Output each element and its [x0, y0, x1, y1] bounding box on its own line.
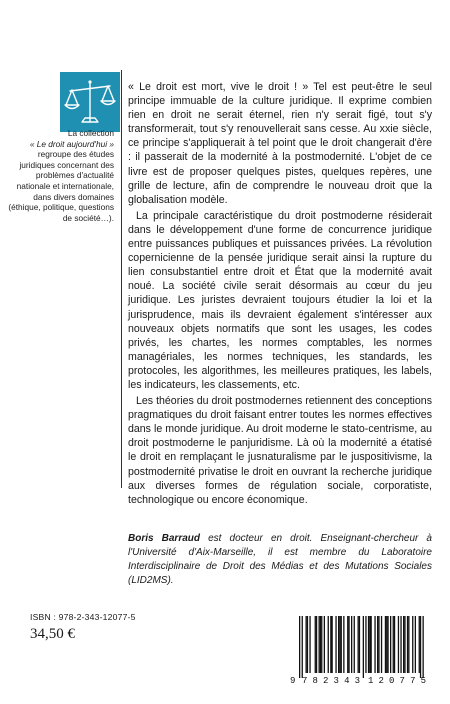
barcode-bar — [348, 616, 349, 673]
barcode-bar — [390, 616, 391, 673]
barcode-bar — [306, 616, 307, 673]
barcode-bar — [400, 616, 401, 673]
paragraph-intro: « Le droit est mort, vive le droit ! » Tel est peut-être le seul principe immuable de la culture juridique. Il exprime combien rien en droit ne serait éternel, rien n'y serait figé, tout s'y transformerait, tout s'y renouvellerait sans cesse. Au xxie siècle, ce principe s'appliquerait à tel point que le droit changerait d'ère : il passerait de la modernité à la postmodernité. L'objet de ce livre est de proposer quelques pistes, quelques repères, une grille de lecture, afin de comprendre le nouveau droit que la globalisation modèle. — [128, 81, 432, 206]
barcode-bar — [419, 616, 420, 673]
barcode-bar — [335, 616, 336, 673]
barcode-bar — [394, 616, 395, 673]
collection-description — [8, 128, 114, 223]
barcode-bar — [351, 616, 352, 673]
isbn-label: ISBN : 978-2-343-12077-5 — [30, 612, 136, 622]
barcode-bars — [299, 616, 424, 678]
barcode-bar — [420, 616, 421, 678]
barcode-bar — [387, 616, 388, 673]
barcode-bar — [408, 616, 409, 673]
barcode-bar — [347, 616, 348, 673]
barcode-bar — [319, 616, 320, 673]
barcode-bar — [363, 616, 364, 678]
barcode-bar — [398, 616, 399, 673]
barcode-bar — [381, 616, 382, 673]
collection-title: « Le droit aujourd'hui » — [29, 138, 114, 149]
barcode-digit-first: 9 — [290, 676, 296, 686]
barcode-bar — [299, 616, 300, 678]
collection-intro: La collection — [67, 128, 114, 138]
paragraph-characteristics: La principale caractéristique du droit postmoderne résiderait dans le développement d'une forme de concurrence juridique entre puissances publiques et puissances privées. La révolution copernicienne de la pensée juridique serait ainsi la rupture du lien consubstantiel entre droit et État que la modernité avait noué. La société civile serait désormais au cœur du jeu juridique. Les juristes devraient toujours étudier la loi et la jurisprudence, mais ils devraient également s'intéresser aux nouveaux objets normatifs que sont les usages, les codes privés, les chartes, les normes comptables, les normes managériales, les normes techniques, les standards, les protocoles, les algorithmes, les meilleures pratiques, les labels, les indicateurs, les classements, etc. — [128, 209, 432, 391]
barcode-bar — [378, 616, 379, 673]
barcode-bar — [309, 616, 310, 673]
barcode-bar — [403, 616, 404, 673]
author-bio — [128, 532, 432, 588]
barcode-bar — [341, 616, 342, 673]
barcode-bar — [302, 616, 303, 678]
author-name: Boris Barraud — [128, 533, 200, 544]
barcode-bar — [358, 616, 359, 673]
price-label: 34,50 € — [30, 626, 75, 642]
balance-scale-icon — [60, 72, 120, 132]
collection-logo — [60, 72, 120, 132]
barcode-bar — [385, 616, 386, 673]
barcode-bar — [320, 616, 321, 673]
barcode-bar — [404, 616, 405, 673]
barcode-bar — [377, 616, 378, 673]
barcode-bar — [386, 616, 387, 673]
barcode-bar — [338, 616, 339, 673]
barcode-digits-right: 120775 — [368, 676, 426, 686]
barcode-bar — [307, 616, 308, 673]
barcode-bar — [412, 616, 413, 673]
barcode-bar — [339, 616, 340, 673]
barcode-bar — [332, 616, 333, 673]
barcode-bar — [316, 616, 317, 673]
barcode-bar — [369, 616, 370, 673]
barcode-bar — [324, 616, 325, 673]
barcode-bar — [368, 616, 369, 673]
barcode — [288, 614, 436, 686]
barcode-bar — [371, 616, 372, 673]
barcode-bar — [315, 616, 316, 673]
barcode-bar — [328, 616, 329, 673]
barcode-bar — [365, 616, 366, 673]
barcode-bar — [415, 616, 416, 673]
paragraph-theories: Les théories du droit postmodernes retiennent des conceptions pragmatiques du droit faisant entrer toutes les normes effectives dans le monde juridique. Au droit moderne le stato-centrisme, au droit postmoderne le panjuridisme. Là où la modernité a étatisé le droit en remplaçant le jusnaturalisme par le juspositivisme, la postmodernité privatise le droit en ouvrant la recherche juridique aux diverses formes de régulation sociale, corporatiste, technologique ou encore économique. — [128, 395, 432, 506]
barcode-bar — [330, 616, 331, 673]
barcode-bar — [374, 616, 375, 673]
barcode-bar — [321, 616, 322, 673]
barcode-bar — [343, 616, 344, 673]
barcode-bar — [359, 616, 360, 673]
barcode-bar — [423, 616, 424, 678]
barcode-bar — [393, 616, 394, 673]
collection-text: regroupe des études juridiques concernant des problèmes d'actualité nationale et internationale, dans divers domaines (éthique, politique, questions de société…). — [8, 149, 114, 223]
author-description: est docteur en droit. Enseignant-chercheur à l'Université d'Aix-Marseille, il est membre du Laboratoire Interdisciplinaire de Droit des Médias et des Mutations Sociales (LID2MS). — [128, 533, 432, 586]
vertical-divider — [121, 70, 122, 488]
back-cover-text — [128, 80, 432, 507]
barcode-digits-left: 782343 — [302, 676, 360, 686]
barcode-bar — [407, 616, 408, 673]
barcode-bar — [354, 616, 355, 673]
